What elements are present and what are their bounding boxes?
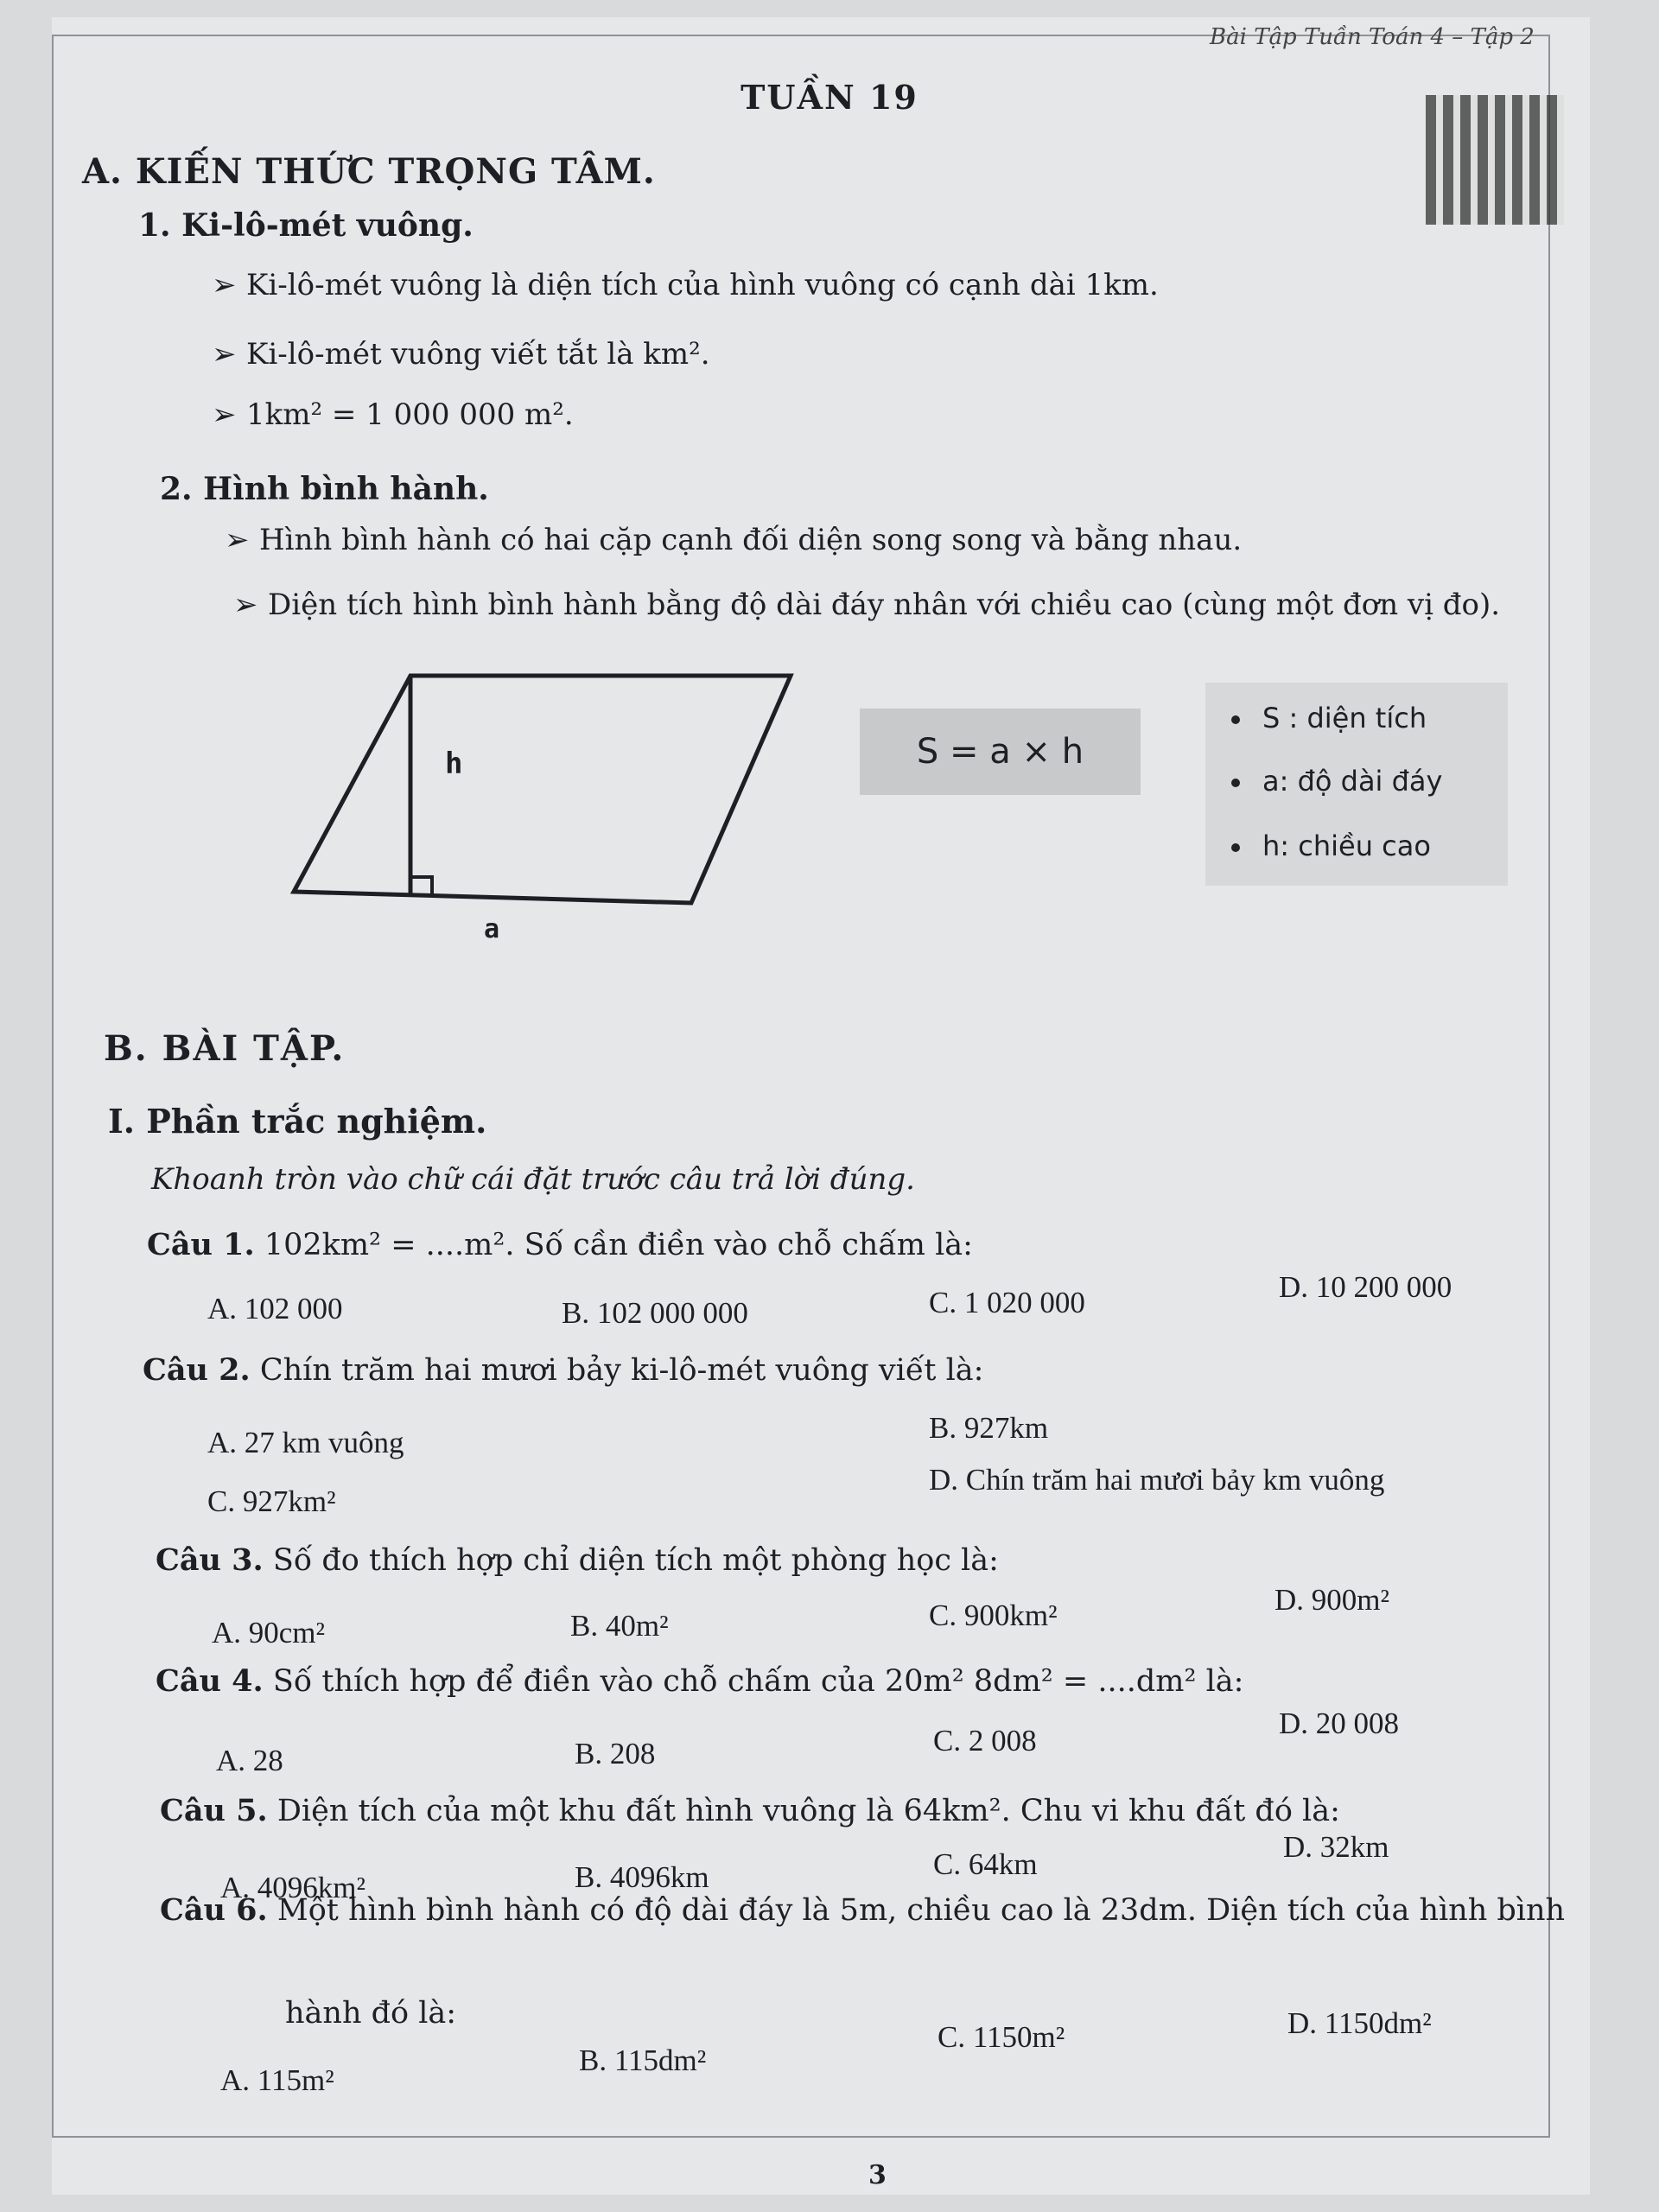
option[interactable]: A. 115m²: [220, 2063, 334, 2097]
question-2: Câu 2. Chín trăm hai mươi bảy ki-lô-mét vuông viết là:: [143, 1352, 984, 1388]
topic1-bullet: ➢ Ki-lô-mét vuông là diện tích của hình vuông có cạnh dài 1km.: [212, 268, 1159, 302]
question-6-continuation: hành đó là:: [285, 1996, 457, 2031]
section-b-title: B. BÀI TẬP.: [104, 1028, 346, 1069]
option[interactable]: A. 4096km²: [220, 1871, 365, 1904]
arrow-bullet-icon: ➢: [225, 523, 250, 557]
week-title: TUẦN 19: [741, 78, 918, 117]
topic2-bullet: ➢ Hình bình hành có hai cặp cạnh đối diện song song và bằng nhau.: [225, 523, 1243, 557]
option[interactable]: C. 1 020 000: [929, 1286, 1085, 1319]
arrow-bullet-icon: ➢: [233, 588, 258, 622]
legend-item: h: chiều cao: [1231, 830, 1431, 862]
option[interactable]: D. Chín trăm hai mươi bảy km vuông: [929, 1463, 1385, 1497]
option[interactable]: B. 208: [575, 1737, 656, 1770]
topic1-bullet: ➢ Ki-lô-mét vuông viết tắt là km².: [212, 337, 710, 372]
instruction: Khoanh tròn vào chữ cái đặt trước câu trả lời đúng.: [151, 1162, 915, 1197]
area-formula: S = a × h: [860, 709, 1141, 795]
option[interactable]: D. 1150dm²: [1287, 2006, 1432, 2040]
part1-title: I. Phần trắc nghiệm.: [108, 1102, 487, 1141]
option[interactable]: A. 102 000: [207, 1292, 343, 1325]
topic1-title: 1. Ki-lô-mét vuông.: [138, 207, 474, 244]
option[interactable]: B. 40m²: [570, 1609, 669, 1643]
running-title: Bài Tập Tuần Toán 4 – Tập 2: [1210, 24, 1535, 50]
arrow-bullet-icon: ➢: [212, 268, 237, 302]
arrow-bullet-icon: ➢: [212, 337, 237, 372]
section-a-title: A. KIẾN THỨC TRỌNG TÂM.: [82, 151, 656, 192]
option[interactable]: D. 20 008: [1279, 1707, 1400, 1740]
option[interactable]: A. 28: [216, 1744, 283, 1777]
option[interactable]: B. 115dm²: [579, 2044, 707, 2077]
question-4: Câu 4. Số thích hợp để điền vào chỗ chấm của 20m² 8dm² = ....dm² là:: [156, 1663, 1244, 1699]
right-angle-mark: [410, 877, 432, 895]
label-a: a: [484, 914, 500, 944]
option[interactable]: B. 102 000 000: [562, 1296, 748, 1330]
legend-item: S : diện tích: [1231, 702, 1427, 734]
page-number: 3: [868, 2160, 887, 2190]
option[interactable]: B. 927km: [929, 1411, 1049, 1445]
topic2-bullet: ➢ Diện tích hình bình hành bằng độ dài đáy nhân với chiều cao (cùng một đơn vị đo).: [233, 588, 1501, 622]
option[interactable]: B. 4096km: [575, 1860, 709, 1894]
option[interactable]: A. 27 km vuông: [207, 1426, 404, 1459]
option[interactable]: C. 2 008: [933, 1724, 1037, 1758]
option[interactable]: C. 64km: [933, 1847, 1038, 1881]
question-6: Câu 6. Một hình bình hành có độ dài đáy là 5m, chiều cao là 23dm. Diện tích của hình bình: [160, 1892, 1566, 1928]
legend-item: a: độ dài đáy: [1231, 765, 1442, 798]
question-1: Câu 1. 102km² = ....m². Số cần điền vào chỗ chấm là:: [147, 1227, 973, 1262]
parallelogram-shape: [294, 676, 791, 903]
option[interactable]: D. 32km: [1283, 1830, 1389, 1864]
option[interactable]: C. 900km²: [929, 1599, 1058, 1632]
formula-legend: [1205, 683, 1508, 886]
topic1-bullet: ➢ 1km² = 1 000 000 m².: [212, 397, 574, 432]
option[interactable]: C. 927km²: [207, 1484, 336, 1518]
question-3: Câu 3. Số đo thích hợp chỉ diện tích một phòng học là:: [156, 1542, 999, 1578]
option[interactable]: D. 10 200 000: [1279, 1270, 1452, 1304]
qr-code: [1426, 95, 1564, 225]
parallelogram-figure: [276, 665, 812, 959]
arrow-bullet-icon: ➢: [212, 397, 237, 432]
bullet-dot-icon: [1231, 715, 1240, 724]
bullet-dot-icon: [1231, 779, 1240, 787]
option[interactable]: D. 900m²: [1274, 1583, 1389, 1617]
bullet-dot-icon: [1231, 843, 1240, 852]
label-h: h: [445, 747, 463, 781]
option[interactable]: A. 90cm²: [212, 1616, 326, 1649]
question-5: Câu 5. Diện tích của một khu đất hình vuông là 64km². Chu vi khu đất đó là:: [160, 1793, 1340, 1828]
option[interactable]: C. 1150m²: [938, 2020, 1065, 2054]
topic2-title: 2. Hình bình hành.: [160, 471, 489, 507]
